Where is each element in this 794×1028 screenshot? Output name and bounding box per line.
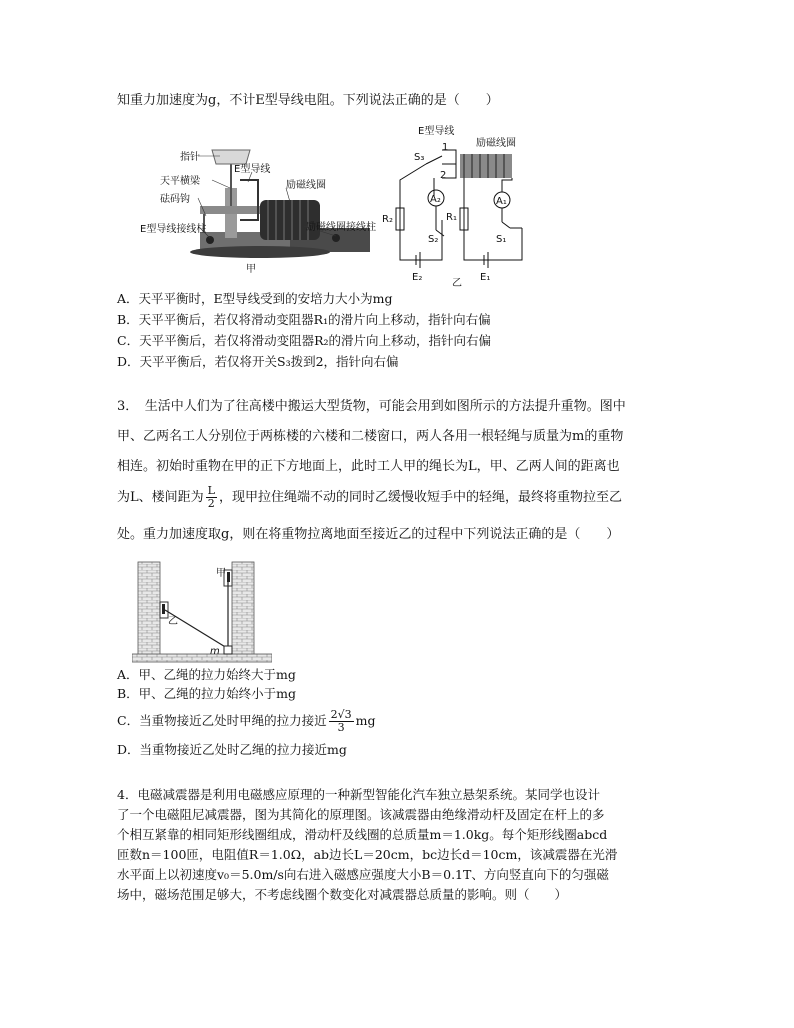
label-n2: 2	[440, 170, 447, 181]
label-a2: A₂	[430, 194, 441, 205]
label-coil: 励磁线圈	[286, 180, 326, 191]
q2-option-c: C．天平平衡后，若仅将滑动变阻器R₂的滑片向上移动，指针向右偏	[117, 333, 491, 348]
q3-option-c: C．当重物接近乙处时甲绳的拉力接近 $\frac{2√3}{3}$ mg	[117, 708, 376, 734]
q4-line-1: 4．电磁减震器是利用电磁感应原理的一种新型智能化汽车独立悬架系统。某同学也设计	[117, 787, 600, 802]
label-hook: 砝码钩	[160, 194, 190, 205]
label-s1: S₁	[496, 234, 507, 245]
q2-option-b: B．天平平衡后，若仅将滑动变阻器R₁的滑片向上移动，指针向右偏	[117, 312, 491, 327]
label-yi-worker: 乙	[168, 616, 178, 627]
label-r2: R₂	[382, 214, 393, 225]
label-beam: 天平横梁	[160, 176, 200, 187]
figure-buildings	[132, 558, 272, 664]
q4-line-4: 匝数n＝100匝，电阻值R＝1.0Ω，ab边长L＝20cm，bc边长d＝10cm，该减震器在光滑	[117, 847, 618, 862]
q3-option-a: A．甲、乙绳的拉力始终大于mg	[117, 667, 296, 682]
q3-option-c-fraction: $\frac{2√3}{3}$	[330, 708, 352, 734]
q3-fraction: $\frac{L}{2}$	[207, 484, 215, 510]
label-a1: A₁	[496, 196, 507, 207]
q3-line-2: 甲、乙两名工人分别位于两栋楼的六楼和二楼窗口，两人各用一根轻绳与质量为m的重物	[117, 429, 624, 444]
label-s3: S₃	[414, 152, 425, 163]
caption-jia: 甲	[246, 264, 256, 275]
label-e-wire: E型导线	[234, 164, 271, 175]
q3-line-3: 相连。初始时重物在甲的正下方地面上，此时工人甲的绳长为L，甲、乙两人间的距离也	[117, 459, 620, 474]
label-mass: m	[210, 646, 220, 657]
figure-jia	[140, 140, 390, 280]
label-n1: 1	[442, 142, 449, 153]
label-pointer: 指针	[180, 152, 200, 163]
figure-yi	[380, 120, 540, 288]
q3-line-4	[117, 483, 622, 513]
caption-yi: 乙	[452, 278, 462, 288]
q3-line-4-a: 为L、楼间距为	[117, 490, 204, 505]
q2-option-d: D．天平平衡后，若仅将开关S₃拨到2，指针向右偏	[117, 354, 399, 369]
label-coil-yi: 励磁线圈	[476, 138, 516, 149]
q4-line-3: 个相互紧靠的相同矩形线圈组成，滑动杆及线圈的总质量m＝1.0kg。每个矩形线圈abcd	[117, 827, 608, 842]
q3-line-5: 处。重力加速度取g，则在将重物拉离地面至接近乙的过程中下列说法正确的是（ ）	[117, 527, 620, 542]
label-jia-worker: 甲	[216, 568, 226, 579]
label-coil-post: 励磁线圈接线柱	[306, 222, 376, 233]
label-r1: R₁	[446, 212, 457, 223]
q4-line-2: 了一个电磁阻尼减震器，图为其简化的原理图。该减震器由绝缘滑动杆及固定在杆上的多	[117, 807, 605, 822]
q4-line-5: 水平面上以初速度v₀＝5.0m/s向右进入磁感应强度大小B＝0.1T、方向竖直向下的匀强磁	[117, 867, 609, 882]
q2-option-a: A．天平平衡时，E型导线受到的安培力大小为mg	[117, 291, 393, 306]
label-e-post: E型导线接线柱	[140, 224, 207, 235]
q3-option-b: B．甲、乙绳的拉力始终小于mg	[117, 686, 297, 701]
q2-intro: 知重力加速度为g，不计E型导线电阻。下列说法正确的是（ ）	[117, 93, 499, 108]
q4-line-6: 场中，磁场范围足够大，不考虑线圈个数变化对减震器总质量的影响。则（ ）	[117, 887, 568, 902]
label-e1: E₁	[480, 272, 491, 283]
q3-line-4-b: ，现甲拉住绳端不动的同时乙缓慢收短手中的轻绳，最终将重物拉至乙	[218, 490, 622, 505]
label-s2: S₂	[428, 234, 439, 245]
label-e2: E₂	[412, 272, 423, 283]
q3-option-d: D．当重物接近乙处时乙绳的拉力接近mg	[117, 742, 347, 757]
label-e-wire-yi: E型导线	[418, 126, 455, 137]
q3-line-1: 3． 生活中人们为了往高楼中搬运大型货物，可能会用到如图所示的方法提升重物。图中	[117, 399, 626, 414]
